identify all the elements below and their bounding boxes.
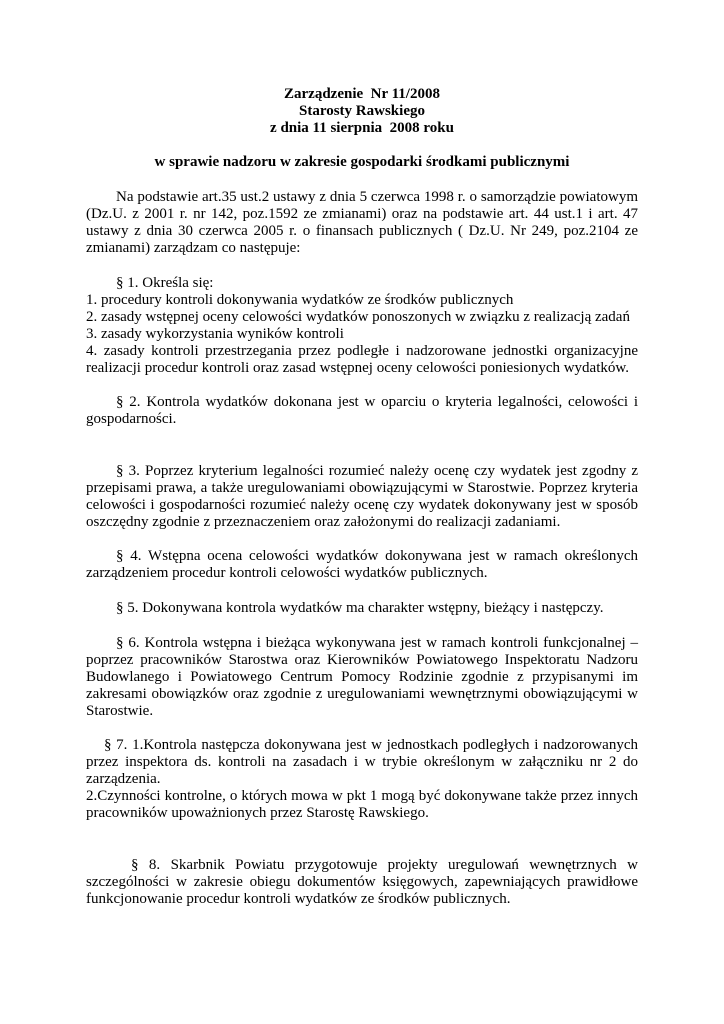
- section-8: [86, 857, 638, 908]
- section-4: § 4. Wstępna ocena celowości wydatków dokonywana jest w ramach określonych zarządzeniem procedur kontroli celowości wydatków publicznych.: [86, 548, 638, 581]
- section-1-item: 4. zasady kontroli przestrzegania przez podległe i nadzorowane jednostki organizacyjne realizacji procedur kontroli oraz zasad wstępnej oceny celowości poniesionych wydatków.: [86, 343, 638, 376]
- document-subject: w sprawie nadzoru w zakresie gospodarki środkami publicznymi: [154, 154, 570, 170]
- section-8-text: § 8. Skarbnik Powiatu przygotowuje projekty uregulowań wewnętrznych w szczególności w zakresie obiegu dokumentów księgowych, zapewniających prawidłowe funkcjonowanie procedur kontroli wydatków ze środków publicznych.: [86, 857, 638, 907]
- section-6: § 6. Kontrola wstępna i bieżąca wykonywana jest w ramach kontroli funkcjonalnej – poprzez pracowników Starostwa oraz Kierowników Powiatowego Inspektoratu Nadzoru Budowlanego i Powiatowego Centrum Pomocy Rodzinie zgodnie z przypisanymi im zakresami obowiązków oraz zgodnie z uregulowaniami wewnętrznymi obowiązującymi w Starostwie.: [86, 635, 638, 719]
- intro-paragraph: Na podstawie art.35 ust.2 ustawy z dnia 5 czerwca 1998 r. o samorządzie powiatowym (Dz.U. z 2001 r. nr 142, poz.1592 ze zmianami) oraz na podstawie art. 44 ust.1 i art. 47 ustawy z dnia 30 czerwca 2005 r. o finansach publicznych ( Dz.U. Nr 249, poz.2104 ze zmianami) zarządzam co następuje:: [86, 189, 638, 256]
- header-title: Zarządzenie Nr 11/2008: [284, 86, 440, 102]
- header-issuer: Starosty Rawskiego: [299, 103, 425, 119]
- section-1-item: 3. zasady wykorzystania wyników kontroli: [86, 326, 344, 342]
- section-7-point-1: § 7. 1.Kontrola następcza dokonywana jest w jednostkach podległych i nadzorowanych przez inspektora ds. kontroli na zasadach i w trybie określonym w załączniku nr 2 do zarządzenia.: [86, 737, 638, 787]
- section-7: [86, 737, 638, 822]
- section-2: § 2. Kontrola wydatków dokonana jest w oparciu o kryteria legalności, celowości i gospodarności.: [86, 394, 638, 427]
- section-3: § 3. Poprzez kryterium legalności rozumieć należy ocenę czy wydatek jest zgodny z przepisami prawa, a także uregulowaniami obowiązującymi w Starostwie. Poprzez kryteria celowości i gospodarności rozumieć należy ocenę czy wydatek dokonywany jest w sposób oszczędny zgodnie z przeznaczeniem oraz założonymi do realizacji zadaniami.: [86, 463, 638, 530]
- section-1-item: 2. zasady wstępnej oceny celowości wydatków ponoszonych w związku z realizacją zadań: [86, 309, 630, 325]
- section-1-item: 1. procedury kontroli dokonywania wydatków ze środków publicznych: [86, 292, 514, 308]
- section-5: § 5. Dokonywana kontrola wydatków ma charakter wstępny, bieżący i następczy.: [116, 600, 604, 616]
- section-1: [86, 275, 638, 377]
- section-7-point-2: 2.Czynności kontrolne, o których mowa w pkt 1 mogą być dokonywane także przez innych pracowników upoważnionych przez Starostę Rawskiego.: [86, 788, 638, 821]
- document-page: [86, 86, 638, 908]
- document-header: [86, 86, 638, 137]
- header-date: z dnia 11 sierpnia 2008 roku: [270, 120, 454, 136]
- section-1-heading: § 1. Określa się:: [116, 275, 214, 291]
